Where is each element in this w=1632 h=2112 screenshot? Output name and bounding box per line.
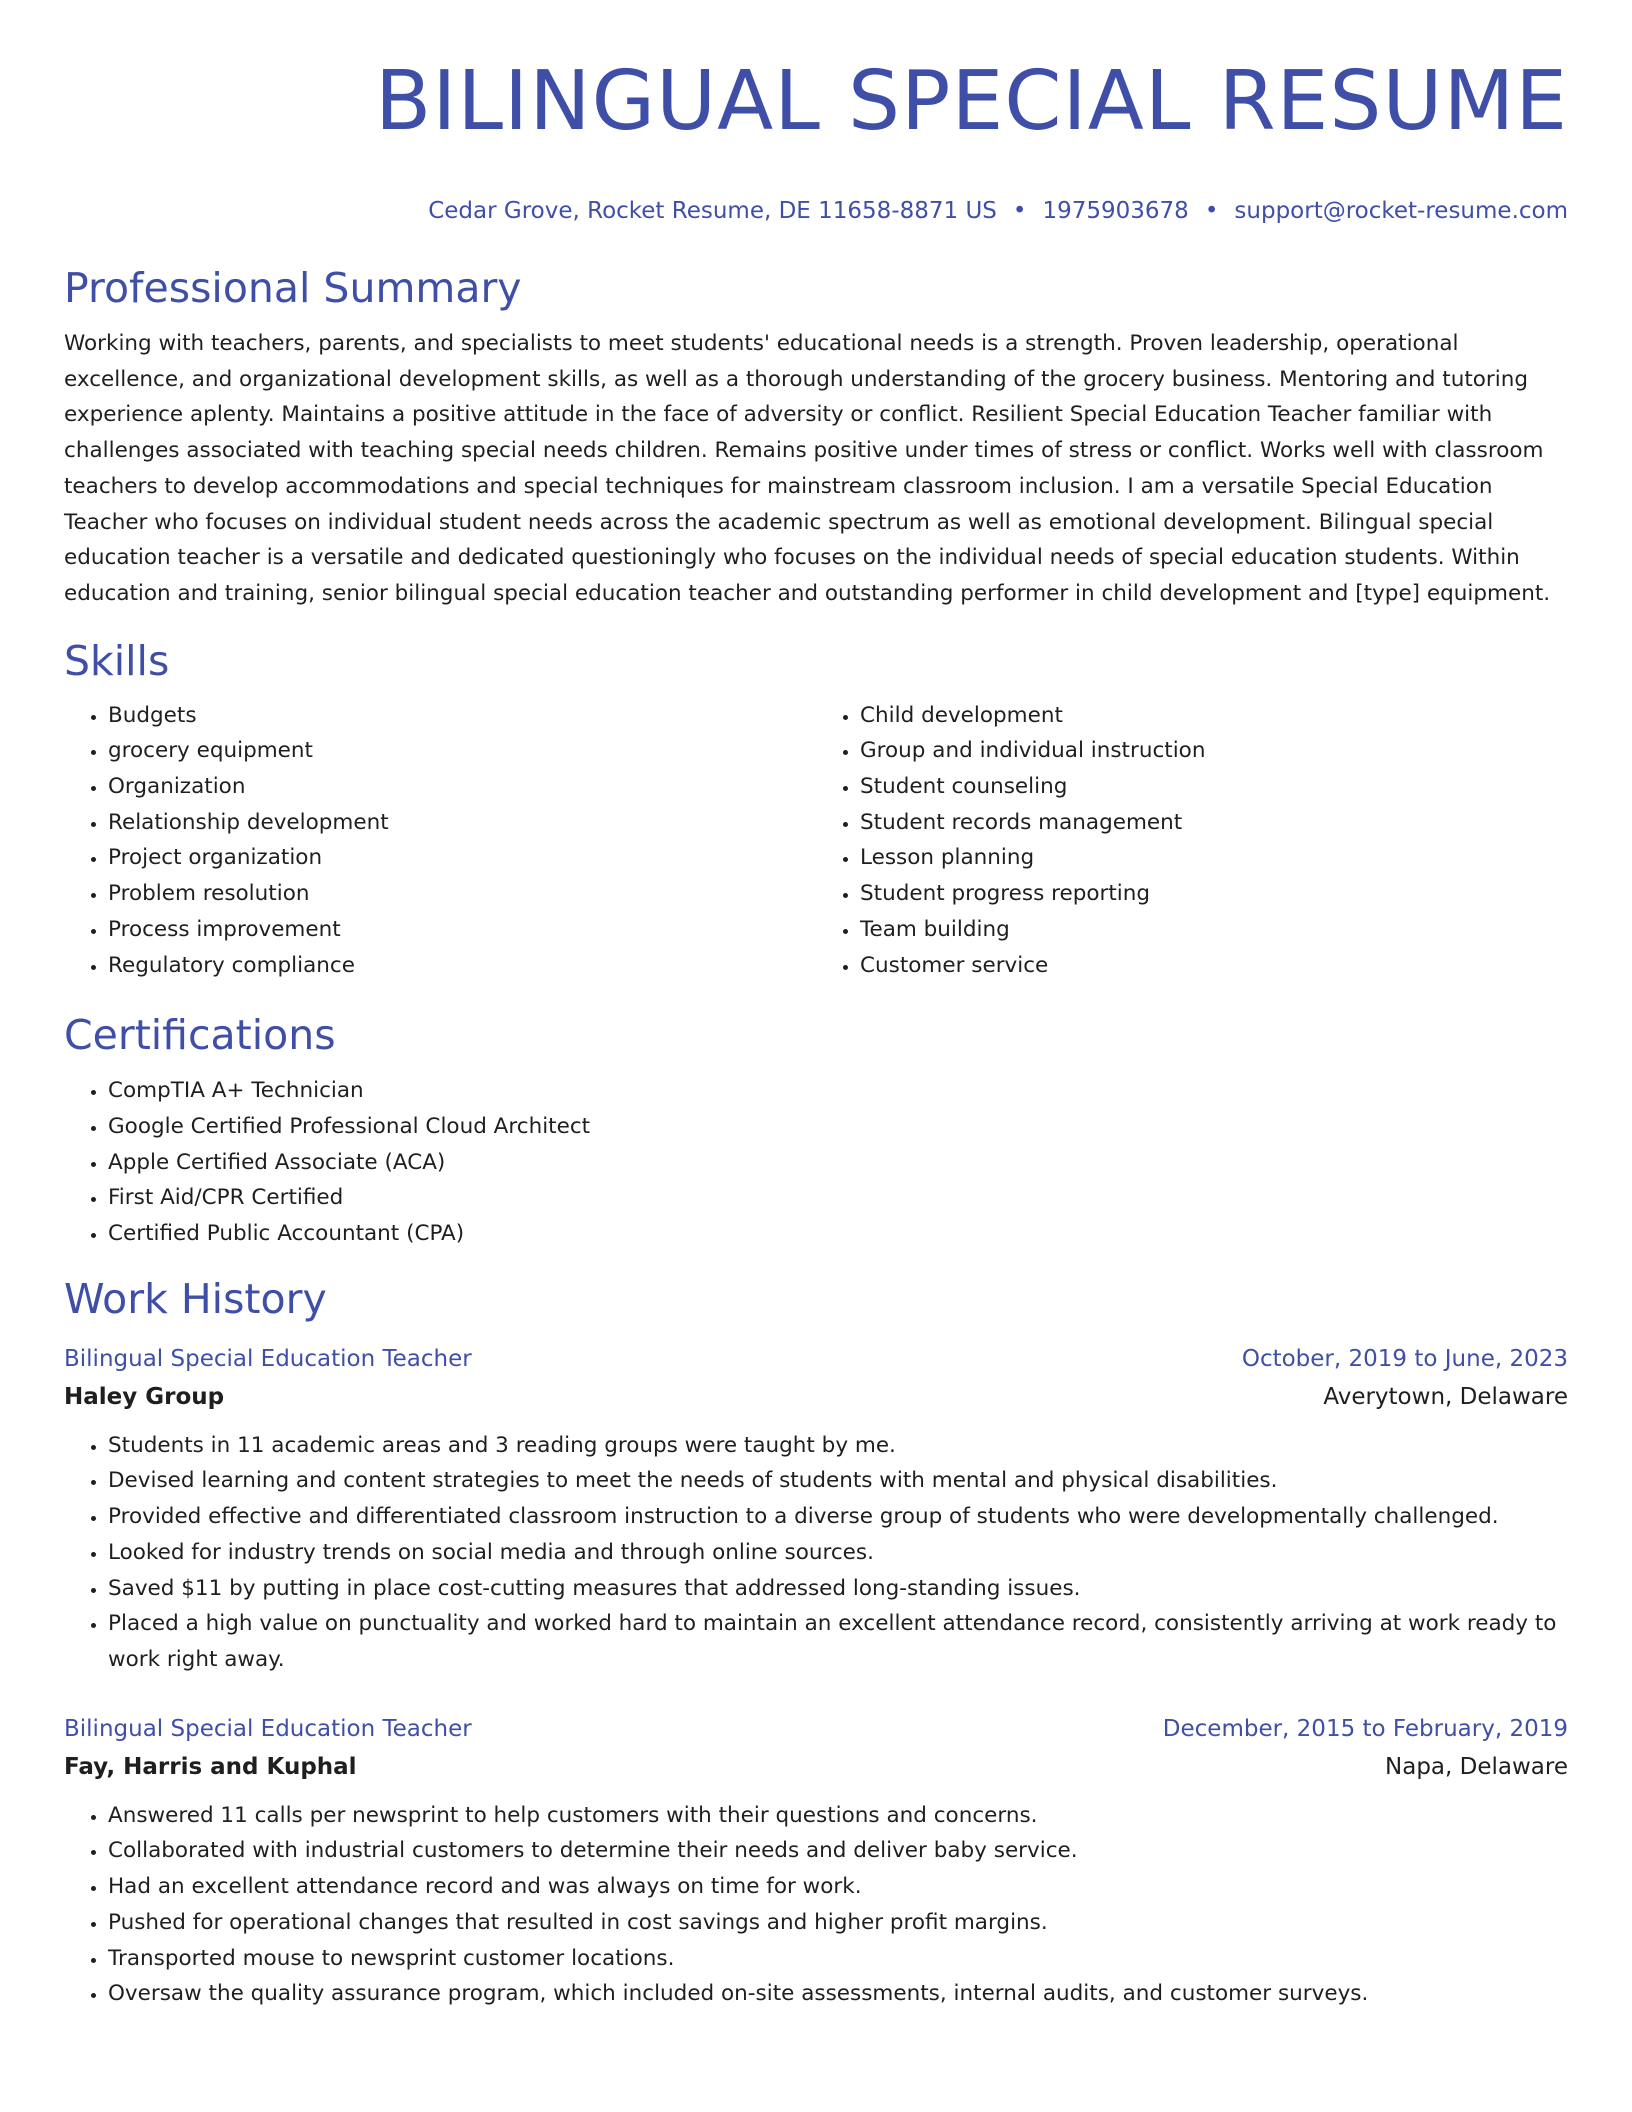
skills-list-left (64, 698, 816, 984)
skill-item: • Student progress reporting (860, 876, 1568, 912)
certification-item: • Apple Certified Associate (ACA) (108, 1145, 1568, 1181)
job-duty-item: • Collaborated with industrial customers to determine their needs and deliver baby service. (108, 1833, 1568, 1869)
skills-list-right (816, 698, 1568, 984)
job-duty-item: • Provided effective and differentiated classroom instruction to a diverse group of students who were developmentally challenged. (108, 1499, 1568, 1535)
job-title: Bilingual Special Education Teacher (64, 1715, 472, 1742)
job-entry (64, 1340, 1568, 1678)
resume-title: BILINGUAL SPECIAL RESUME (374, 54, 1568, 149)
summary-text: Working with teachers, parents, and specialists to meet students' educational needs is a strength. Proven leadership, operational excellence, and organizational development skills, as well as a thorough understanding of the grocery business. Mentoring and tutoring experience aplenty. Maintains a positive attitude in the face of adversity or conflict. Resilient Special Education Teacher familiar with challenges associated with teaching special needs children. Remains positive under times of stress or conflict. Works well with classroom teachers to develop accommodations and special techniques for mainstream classroom inclusion. I am a versatile Special Education Teacher who focuses on individual student needs across the academic spectrum as well as emotional development. Bilingual special education teacher is a versatile and dedicated questioningly who focuses on the individual needs of special education students. Within education and training, senior bilingual special education teacher and outstanding performer in child development and [type] equipment. (64, 331, 1551, 606)
contact-phone: 1975903678 (1042, 198, 1189, 224)
certification-item: • CompTIA A+ Technician (108, 1073, 1568, 1109)
certification-item: • Google Certified Professional Cloud Architect (108, 1109, 1568, 1145)
contact-address: Cedar Grove, Rocket Resume, DE 11658-8871 US (428, 198, 997, 224)
skill-item: • Group and individual instruction (860, 733, 1568, 769)
skill-item: • Customer service (860, 948, 1568, 984)
job-duty-item: • Oversaw the quality assurance program, which included on-site assessments, internal audits, and customer surveys. (108, 1976, 1568, 2012)
job-subheader-row (64, 1378, 1568, 1416)
job-duty-item: • Looked for industry trends on social media and through online sources. (108, 1535, 1568, 1571)
skill-item: • Student counseling (860, 769, 1568, 805)
job-duty-item: • Had an excellent attendance record and was always on time for work. (108, 1869, 1568, 1905)
job-location: Averytown, Delaware (1323, 1383, 1568, 1410)
job-dates: December, 2015 to February, 2019 (1162, 1715, 1568, 1742)
job-duty-item: • Saved $11 by putting in place cost-cutting measures that addressed long-standing issues. (108, 1571, 1568, 1607)
certification-item: • Certified Public Accountant (CPA) (108, 1216, 1568, 1252)
job-duty-item: • Students in 11 academic areas and 3 reading groups were taught by me. (108, 1428, 1568, 1464)
skill-item: • Team building (860, 912, 1568, 948)
skill-item: • Organization (108, 769, 816, 805)
job-duty-item: • Transported mouse to newsprint customer locations. (108, 1941, 1568, 1977)
skill-item: • Lesson planning (860, 840, 1568, 876)
job-entry (64, 1710, 1568, 2012)
job-duty-item: • Placed a high value on punctuality and worked hard to maintain an excellent attendance record, consistently arriving at work ready to work right away. (108, 1606, 1568, 1677)
work-history-heading: Work History (64, 1274, 327, 1323)
skill-item: • Project organization (108, 840, 816, 876)
contact-separator: • (1012, 198, 1027, 224)
summary-heading: Professional Summary (64, 264, 522, 312)
skill-item: • grocery equipment (108, 733, 816, 769)
skills-columns (64, 698, 1568, 984)
job-duty-item: • Devised learning and content strategies to meet the needs of students with mental and physical disabilities. (108, 1463, 1568, 1499)
skill-item: • Student records management (860, 805, 1568, 841)
skill-item: • Budgets (108, 698, 816, 734)
job-header-row (64, 1340, 1568, 1378)
skill-item: • Process improvement (108, 912, 816, 948)
contact-email[interactable]: support@rocket-resume.com (1234, 198, 1568, 224)
job-company: Fay, Harris and Kuphal (64, 1753, 357, 1780)
skills-heading: Skills (64, 636, 170, 685)
skill-item: • Relationship development (108, 805, 816, 841)
certification-item: • First Aid/CPR Certified (108, 1180, 1568, 1216)
certifications-list (64, 1073, 1568, 1252)
job-subheader-row (64, 1748, 1568, 1786)
contact-info (64, 196, 1568, 226)
certifications-heading: Certifications (64, 1011, 336, 1060)
skill-item: • Problem resolution (108, 876, 816, 912)
job-duties-list (64, 1798, 1568, 2012)
job-duty-item: • Answered 11 calls per newsprint to help customers with their questions and concerns. (108, 1798, 1568, 1834)
job-location: Napa, Delaware (1385, 1753, 1568, 1780)
job-header-row (64, 1710, 1568, 1748)
job-duty-item: • Pushed for operational changes that resulted in cost savings and higher profit margins. (108, 1905, 1568, 1941)
skill-item: • Regulatory compliance (108, 948, 816, 984)
contact-separator: • (1204, 198, 1219, 224)
job-title: Bilingual Special Education Teacher (64, 1345, 472, 1372)
job-dates: October, 2019 to June, 2023 (1241, 1345, 1568, 1372)
job-company: Haley Group (64, 1383, 225, 1410)
skill-item: • Child development (860, 698, 1568, 734)
job-duties-list (64, 1428, 1568, 1678)
